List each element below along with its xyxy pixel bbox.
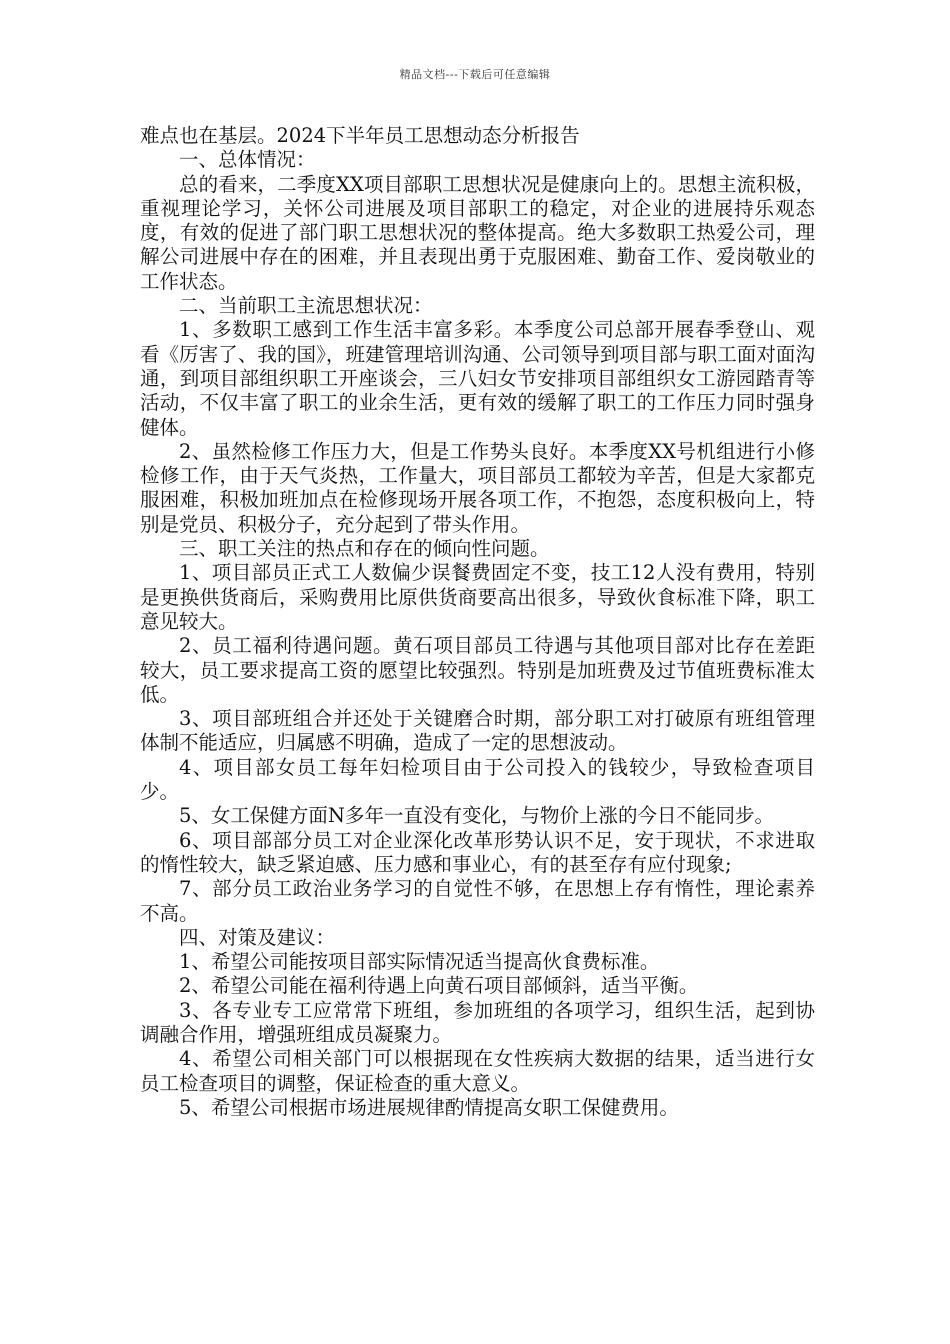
paragraph: 三、职工关注的热点和存在的倾向性问题。 (179, 537, 550, 561)
paragraph: 2、希望公司能在福利待遇上向黄石项目部倾斜，适当平衡。 (179, 974, 699, 998)
page-header: 精品文档---下载后可任意编辑 (399, 68, 551, 81)
paragraph: 6、项目部部分员工对企业深化改革形势认识不足，安于现状，不求进取的惰性较大，缺乏紧迫感、压力感和事业心，有的甚至存有应付现象; (140, 828, 815, 876)
paragraph: 5、女工保健方面N多年一直没有变化，与物价上涨的今日不能同步。 (179, 804, 774, 828)
paragraph: 四、对策及建议： (179, 925, 336, 949)
paragraph: 4、希望公司相关部门可以根据现在女性疾病大数据的结果，适当进行女员工检查项目的调整，保证检查的重大意义。 (140, 1047, 815, 1095)
paragraph: 4、项目部女员工每年妇检项目由于公司投入的钱较少，导致检查项目少。 (140, 755, 815, 804)
paragraph: 一、总体情况： (179, 148, 316, 172)
paragraph: 难点也在基层。2024下半年员工思想动态分析报告 (140, 124, 580, 147)
paragraph: 5、希望公司根据市场进展规律酌情提高女职工保健费用。 (179, 1095, 679, 1119)
paragraph: 2、员工福利待遇问题。黄石项目部员工待遇与其他项目部对比存在差距较大，员工要求提高工资的愿望比较强烈。特别是加班费及过节值班费标准太低。 (140, 634, 815, 706)
paragraph: 3、各专业专工应常常下班组，参加班组的各项学习，组织生活，起到协调融合作用，增强班组成员凝聚力。 (140, 998, 815, 1046)
paragraph: 1、希望公司能按项目部实际情况适当提高伙食费标准。 (179, 950, 660, 974)
paragraph: 二、当前职工主流思想状况： (179, 294, 433, 318)
paragraph: 1、项目部员正式工人数偏少误餐费固定不变，技工12人没有费用，特别是更换供货商后，采购费用比原供货商要高出很多，导致伙食标准下降，职工意见较大。 (140, 561, 815, 633)
paragraph: 3、项目部班组合并还处于关键磨合时期，部分职工对打破原有班组管理体制不能适应，归属感不明确，造成了一定的思想波动。 (140, 707, 815, 755)
document-body (140, 124, 815, 1120)
paragraph: 2、虽然检修工作压力大，但是工作势头良好。本季度XX号机组进行小修检修工作，由于天气炎热，工作量大，项目部员工都较为辛苦，但是大家都克服困难，积极加班加点在检修现场开展各项工作，不抱怨，态度积极向上，特别是党员、积极分子，充分起到了带头作用。 (140, 439, 815, 536)
paragraph: 1、多数职工感到工作生活丰富多彩。本季度公司总部开展春季登山、观看《厉害了、我的国》，班建管理培训沟通、公司领导到项目部与职工面对面沟通，到项目部组织职工开座谈会，三八妇女节安排项目部组织女工游园踏青等活动，不仅丰富了职工的业余生活，更有效的缓解了职工的工作压力同时强身健体。 (140, 318, 815, 439)
paragraph: 7、部分员工政治业务学习的自觉性不够，在思想上存有惰性，理论素养不高。 (140, 877, 815, 925)
paragraph: 总的看来，二季度XX项目部职工思想状况是健康向上的。思想主流积极，重视理论学习，关怀公司进展及项目部职工的稳定，对企业的进展持乐观态度，有效的促进了部门职工思想状况的整体提高。绝大多数职工热爱公司，理解公司进展中存在的困难，并且表现出勇于克服困难、勤奋工作、爱岗敬业的工作状态。 (140, 172, 815, 293)
